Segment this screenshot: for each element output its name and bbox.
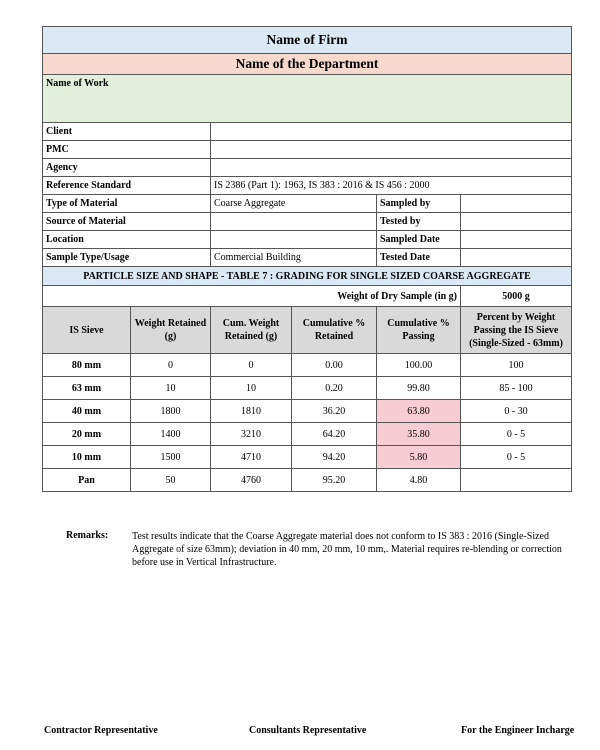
cum-weight-retained: 4710 [211,446,292,469]
cum-weight-retained: 3210 [211,423,292,446]
cum-weight-retained: 0 [211,354,292,377]
passing-limit [461,469,572,492]
client-value [211,123,572,141]
cum-pct-retained: 64.20 [292,423,377,446]
cum-pct-retained: 95.20 [292,469,377,492]
passing-limit: 0 - 5 [461,446,572,469]
cum-pct-retained: 0.00 [292,354,377,377]
cum-pct-retained: 94.20 [292,446,377,469]
location-value [211,231,377,249]
table-row [43,423,572,446]
cum-pct-passing: 63.80 [377,400,461,423]
table-row [43,400,572,423]
weight-retained: 1400 [131,423,211,446]
passing-limit: 100 [461,354,572,377]
material-type-value: Coarse Aggregate [211,195,377,213]
remarks-text: Test results indicate that the Coarse Aggregate material does not conform to IS 383 : 2016 (Single-Sized Aggregate of size 63mm); deviation in 40 mm, 20 mm, 10 mm,. Material requires re-blending or correction before use in Vertical Infrastructure. [132,531,562,568]
client-label: Client [43,123,211,141]
source-label: Source of Material [43,213,211,231]
department-name: Name of the Department [43,54,572,75]
cum-weight-retained: 1810 [211,400,292,423]
column-header-cum-pct-retained: Cumulative % Retained [292,307,377,354]
material-type-label: Type of Material [43,195,211,213]
weight-retained: 10 [131,377,211,400]
usage-label: Sample Type/Usage [43,249,211,267]
sieve-size: Pan [43,469,131,492]
dry-sample-value: 5000 g [461,286,572,307]
sieve-size: 10 mm [43,446,131,469]
pmc-label: PMC [43,141,211,159]
passing-limit: 0 - 5 [461,423,572,446]
weight-retained: 50 [131,469,211,492]
tested-by-value [461,213,572,231]
name-of-work [43,75,572,123]
table-row [43,446,572,469]
engineer-signature: For the Engineer Incharge [461,725,575,736]
sampled-date-value [461,231,572,249]
passing-limit: 85 - 100 [461,377,572,400]
passing-limit: 0 - 30 [461,400,572,423]
sampled-date-label: Sampled Date [377,231,461,249]
pmc-value [211,141,572,159]
source-value [211,213,377,231]
column-header-cum-pct-passing: Cumulative % Passing [377,307,461,354]
location-label: Location [43,231,211,249]
cum-pct-passing: 4.80 [377,469,461,492]
sieve-size: 40 mm [43,400,131,423]
sampled-by-label: Sampled by [377,195,461,213]
sieve-size: 80 mm [43,354,131,377]
dry-sample-label: Weight of Dry Sample (in g) [43,286,461,307]
table-row [43,469,572,492]
agency-value [211,159,572,177]
report-table [42,26,572,492]
weight-retained: 1800 [131,400,211,423]
usage-value: Commercial Building [211,249,377,267]
tested-by-label: Tested by [377,213,461,231]
remarks-block [66,530,576,569]
cum-pct-passing: 100.00 [377,354,461,377]
name-of-work-label: Name of Work [46,78,109,89]
cum-weight-retained: 10 [211,377,292,400]
column-header-sieve: IS Sieve [43,307,131,354]
remarks-label: Remarks: [66,530,109,541]
column-header-cum-weight: Cum. Weight Retained (g) [211,307,292,354]
cum-pct-retained: 36.20 [292,400,377,423]
reference-standard-value: IS 2386 (Part 1): 1963, IS 383 : 2016 & IS 456 : 2000 [211,177,572,195]
table-row [43,377,572,400]
agency-label: Agency [43,159,211,177]
cum-pct-passing: 35.80 [377,423,461,446]
section-title: PARTICLE SIZE AND SHAPE - TABLE 7 : GRADING FOR SINGLE SIZED COARSE AGGREGATE [43,267,572,286]
column-header-weight-retained: Weight Retained (g) [131,307,211,354]
test-report-sheet [42,26,571,492]
cum-pct-passing: 99.80 [377,377,461,400]
cum-weight-retained: 4760 [211,469,292,492]
reference-standard-label: Reference Standard [43,177,211,195]
cum-pct-retained: 0.20 [292,377,377,400]
weight-retained: 1500 [131,446,211,469]
sampled-by-value [461,195,572,213]
column-header-row [43,307,572,354]
contractor-signature: Contractor Representative [44,725,158,736]
table-row [43,354,572,377]
tested-date-value [461,249,572,267]
sieve-size: 63 mm [43,377,131,400]
consultant-signature: Consultants Representative [249,725,367,736]
weight-retained: 0 [131,354,211,377]
cum-pct-passing: 5.80 [377,446,461,469]
tested-date-label: Tested Date [377,249,461,267]
column-header-limit: Percent by Weight Passing the IS Sieve (Single-Sized - 63mm) [461,307,572,354]
sieve-size: 20 mm [43,423,131,446]
firm-name: Name of Firm [43,27,572,54]
